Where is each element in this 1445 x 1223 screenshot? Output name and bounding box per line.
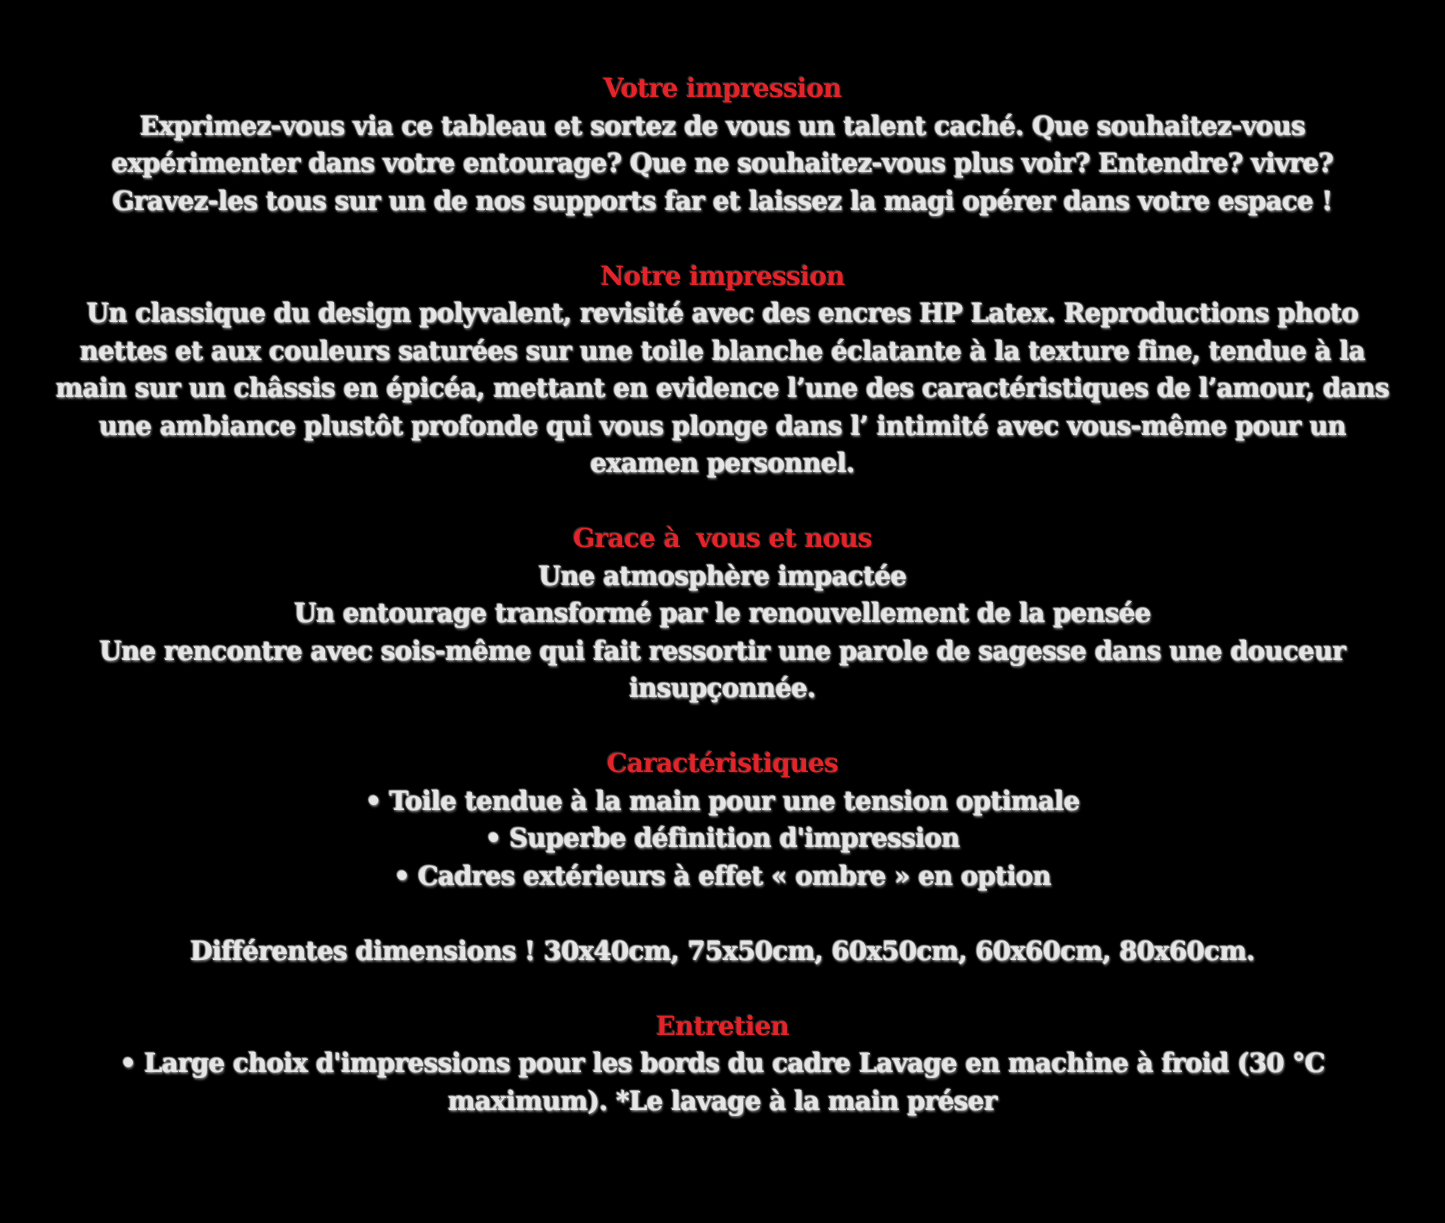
feature-item-text: Cadres extérieurs à effet « ombre » en option — [417, 861, 1052, 892]
notre-line-3: main sur un châssis en épicéa, mettant en evidence l’une des caractéristiques de l’amour, dans — [55, 374, 1390, 404]
heading-caracteristiques: Caractéristiques — [606, 749, 839, 779]
notre-line-5: examen personnel. — [590, 449, 855, 479]
grace-line-1: Une atmosphère impactée — [538, 561, 907, 592]
grace-line-4: insupçonnée. — [629, 674, 816, 704]
heading-entretien: Entretien — [656, 1011, 789, 1042]
votre-line-3: Gravez-les tous sur un de nos supports far et laissez la magi opérer dans votre espace ! — [112, 186, 1333, 217]
care-line-1 — [50, 1046, 1395, 1084]
spacer — [50, 896, 1395, 934]
dimensions-text: Différentes dimensions ! 30x40cm, 75x50cm, 60x50cm, 60x60cm, 80x60cm. — [190, 936, 1255, 967]
spacer — [50, 709, 1395, 747]
bullet-icon: • — [485, 824, 502, 854]
product-description — [50, 71, 1395, 1121]
votre-line-1: Exprimez-vous via ce tableau et sortez de vous un talent caché. Que souhaitez-vous — [139, 111, 1306, 142]
spacer — [50, 221, 1395, 259]
heading-votre-impression: Votre impression — [603, 74, 842, 104]
feature-item — [50, 821, 1395, 859]
votre-line-2: expérimenter dans votre entourage? Que ne souhaitez-vous plus voir? Entendre? vivre? — [111, 149, 1334, 179]
heading-grace: Grace à vous et nous — [573, 524, 872, 554]
heading-notre-impression: Notre impression — [600, 261, 845, 292]
grace-line-2: Un entourage transformé par le renouvellement de la pensée — [294, 599, 1151, 629]
notre-line-2: nettes et aux couleurs saturées sur une toile blanche éclatante à la texture fine, tendue à la — [79, 336, 1366, 367]
feature-item — [50, 859, 1395, 897]
bullet-icon: • — [120, 1049, 137, 1079]
grace-line-3: Une rencontre avec sois-même qui fait ressortir une parole de sagesse dans une douceur — [99, 636, 1346, 667]
feature-item — [50, 784, 1395, 822]
notre-line-1: Un classique du design polyvalent, revisité avec des encres HP Latex. Reproductions photo — [86, 299, 1359, 329]
bullet-icon: • — [393, 861, 410, 892]
care-line-2: maximum). *Le lavage à la main préser — [448, 1086, 997, 1117]
spacer — [50, 971, 1395, 1009]
feature-item-text: Toile tendue à la main pour une tension optimale — [389, 786, 1080, 817]
notre-line-4: une ambiance plustôt profonde qui vous plonge dans l’ intimité avec vous-même pour un — [98, 411, 1347, 442]
care-line-1-text: Large choix d'impressions pour les bords du cadre Lavage en machine à froid (30 °C — [144, 1049, 1325, 1079]
spacer — [50, 484, 1395, 522]
bullet-icon: • — [365, 786, 382, 817]
feature-item-text: Superbe définition d'impression — [509, 824, 960, 854]
